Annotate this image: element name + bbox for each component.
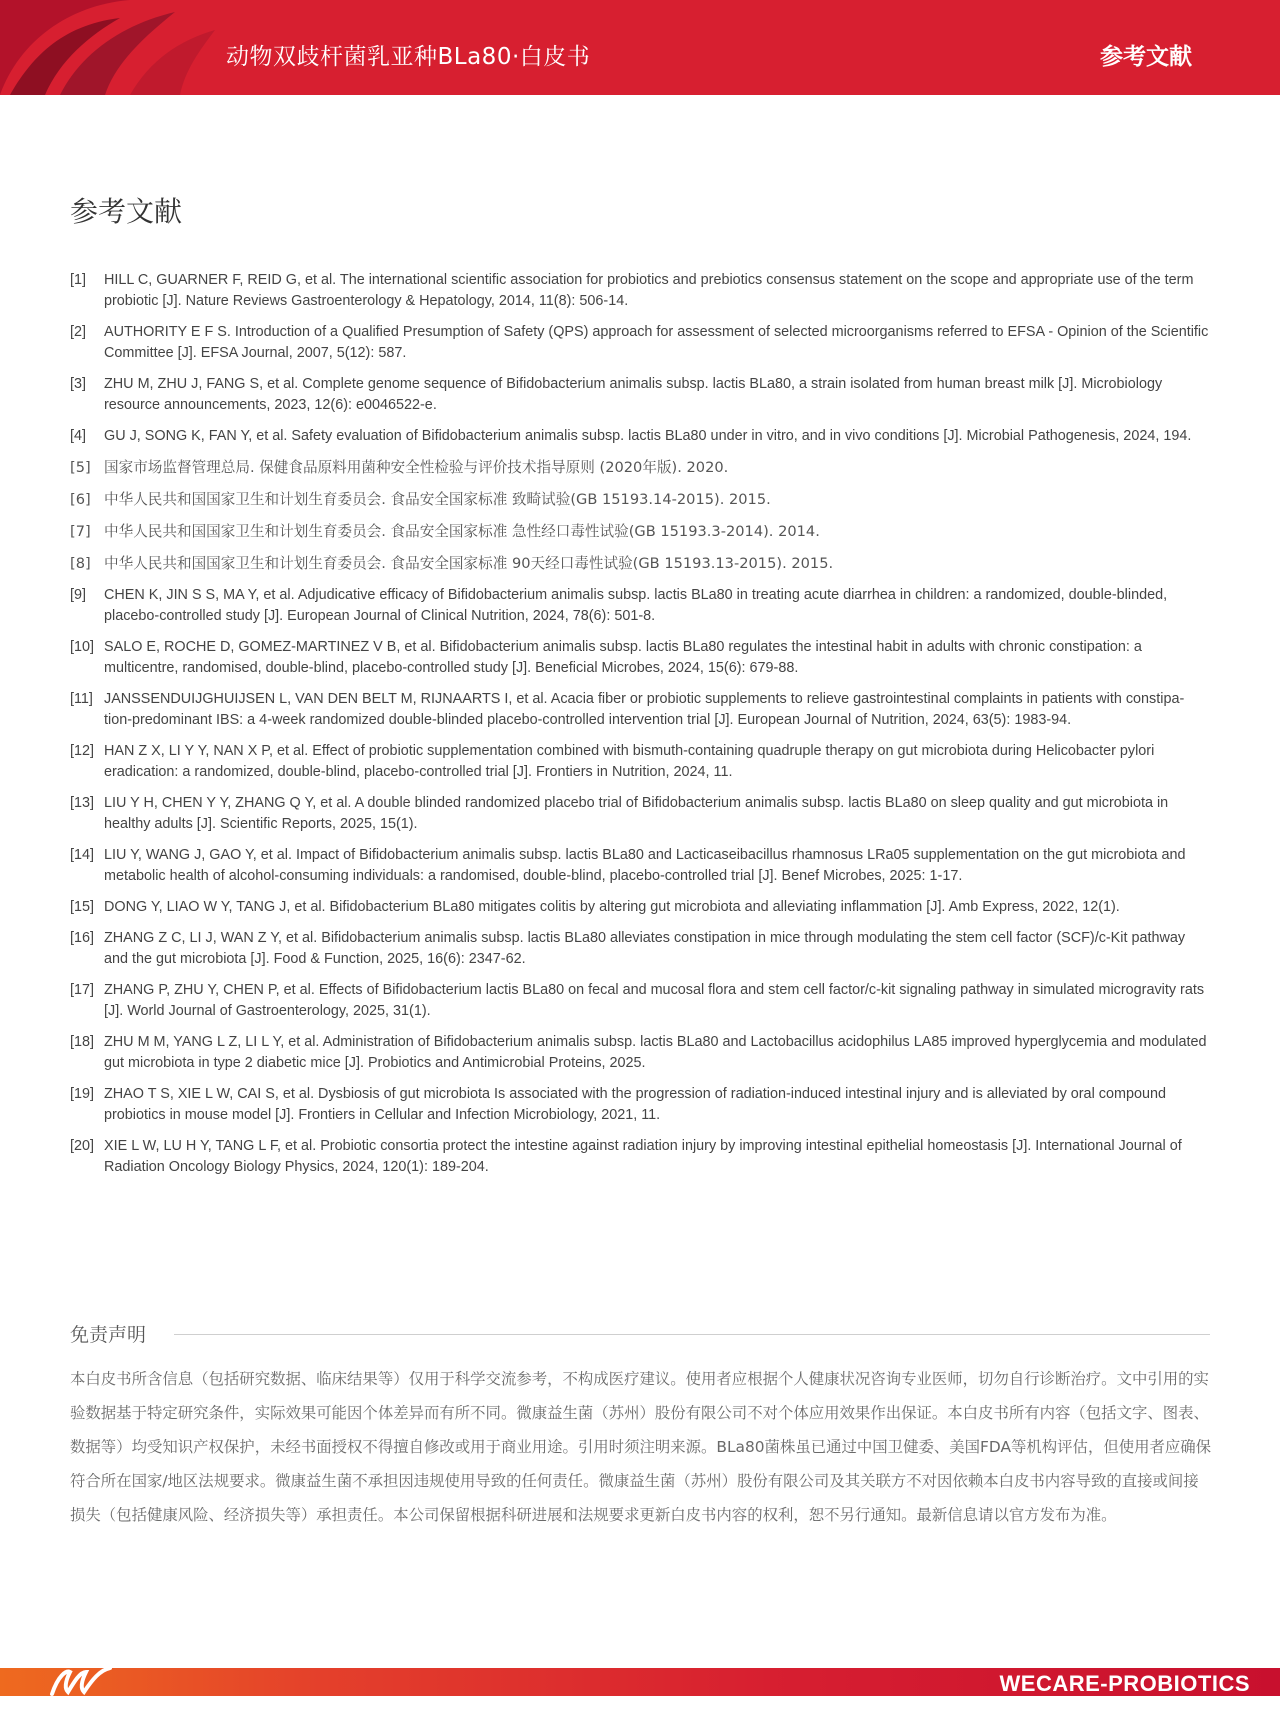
page-title: 参考文献: [70, 195, 183, 228]
reference-number: [6]: [70, 491, 91, 508]
disclaimer-body: 本白皮书所含信息（包括研究数据、临床结果等）仅用于科学交流参考，不构成医疗建议。使用者应根据个人健康状况咨询专业医师，切勿自行诊断治疗。文中引用的实验数据基于特定研究条件，实际效果可能因个体差异而有所不同。微康益生菌（苏州）股份有限公司不对个体应用效果作出保证。本白皮书所有内容（包括文字、图表、数据等）均受知识产权保护，未经书面授权不得擅自修改或用于商业用途。引用时须注明来源。BLa80菌株虽已通过中国卫健委、美国FDA等机构评估，但使用者应确保符合所在国家/地区法规要求。微康益生菌不承担因违规使用导致的任何责任。微康益生菌（苏州）股份有限公司及其关联方不对因依赖本白皮书内容导致的直接或间接损失（包括健康风险、经济损失等）承担责任。本公司保留根据科研进展和法规要求更新白皮书内容的权利，恕不另行通知。最新信息请以官方发布为准。: [70, 1370, 1212, 1524]
swirl-decoration-icon: [0, 0, 230, 95]
reference-item: [70, 980, 1210, 1022]
reference-number: [4]: [70, 428, 86, 444]
reference-text: SALO E, ROCHE D, GOMEZ-MARTINEZ V B, et al. Bifidobacterium animalis subsp. lactis BLa80 regulates the intestinal habit in adults with chronic constipation: a multicentre, randomised, double-blind, placebo-controlled study [J]. Beneficial Microbes, 2024, 15(6): 679-88.: [104, 639, 1142, 676]
reference-item: [70, 374, 1210, 416]
page-header: [0, 0, 1280, 95]
reference-item: [70, 1136, 1210, 1178]
reference-text: ZHU M, ZHU J, FANG S, et al. Complete genome sequence of Bifidobacterium animalis subsp. lactis BLa80, a strain isolated from human breast milk [J]. Microbiology resource announcements, 2023, 12(6): e0046522-e.: [104, 376, 1163, 413]
reference-item: [70, 457, 1210, 478]
reference-item: [70, 793, 1210, 835]
reference-number: [7]: [70, 523, 91, 540]
reference-item: [70, 553, 1210, 574]
reference-item: [70, 1032, 1210, 1074]
reference-item: [70, 489, 1210, 510]
reference-text: XIE L W, LU H Y, TANG L F, et al. Probiotic consortia protect the intestine against radiation injury by improving intestinal epithelial homeostasis [J]. International Journal of Radiation Oncology Biology Physics, 2024, 120(1): 189-204.: [104, 1138, 1182, 1175]
wecare-logo-icon: [48, 1664, 114, 1700]
reference-item: [70, 322, 1210, 364]
reference-text: ZHU M M, YANG L Z, LI L Y, et al. Administration of Bifidobacterium animalis subsp. lactis BLa80 and Lactobacillus acidophilus LA85 improved hyperglycemia and modulated gut microbiota in type 2 diabetic mice [J]. Probiotics and Antimicrobial Proteins, 2025.: [104, 1034, 1207, 1071]
reference-item: [70, 585, 1210, 627]
reference-number: [19]: [70, 1086, 95, 1102]
reference-item: [70, 897, 1210, 918]
reference-list: [70, 270, 1210, 1188]
reference-item: [70, 845, 1210, 887]
reference-item: [70, 1084, 1210, 1126]
reference-number: [5]: [70, 459, 91, 476]
reference-number: [9]: [70, 587, 86, 603]
reference-text: LIU Y, WANG J, GAO Y, et al. Impact of Bifidobacterium animalis subsp. lactis BLa80 and Lacticaseibacillus rhamnosus LRa05 supplementation on the gut microbiota and metabolic health of alcohol-consuming individuals: a randomised, double-blind, placebo-controlled trial [J]. Benef Microbes, 2025: 1-17.: [104, 847, 1186, 884]
reference-item: [70, 637, 1210, 679]
reference-text: DONG Y, LIAO W Y, TANG J, et al. Bifidobacterium BLa80 mitigates colitis by altering gut microbiota and alleviating inflammation [J]. Amb Express, 2022, 12(1).: [104, 899, 1120, 915]
reference-item: [70, 426, 1210, 447]
reference-text: ZHAO T S, XIE L W, CAI S, et al. Dysbiosis of gut microbiota Is associated with the progression of radiation-induced intestinal injury and is alleviated by oral compound probiotics in mouse model [J]. Frontiers in Cellular and Infection Microbiology, 2021, 11.: [104, 1086, 1166, 1123]
reference-text: LIU Y H, CHEN Y Y, ZHANG Q Y, et al. A double blinded randomized placebo trial of Bifidobacterium animalis subsp. lactis BLa80 on sleep quality and gut microbiota in healthy adults [J]. Scientific Reports, 2025, 15(1).: [104, 795, 1169, 832]
disclaimer-header: [70, 1318, 1210, 1348]
reference-text: 国家市场监督管理总局. 保健食品原料用菌种安全性检验与评价技术指导原则 (2020年版). 2020.: [104, 459, 729, 476]
reference-number: [16]: [70, 930, 95, 946]
reference-item: [70, 741, 1210, 783]
reference-text: CHEN K, JIN S S, MA Y, et al. Adjudicative efficacy of Bifidobacterium animalis subsp. lactis BLa80 in treating acute diarrhea in children: a randomized, double-blinded, placebo-controlled study [J]. European Journal of Clinical Nutrition, 2024, 78(6): 501-8.: [104, 587, 1168, 624]
reference-text: GU J, SONG K, FAN Y, et al. Safety evaluation of Bifidobacterium animalis subsp. lactis BLa80 under in vitro, and in vivo conditions [J]. Microbial Pathogenesis, 2024, 194.: [104, 428, 1192, 444]
reference-item: [70, 270, 1210, 312]
reference-number: [20]: [70, 1138, 95, 1154]
header-title: 动物双歧杆菌乳亚种BLa80·白皮书: [226, 44, 591, 70]
reference-text: JANSSENDUIJGHUIJSEN L, VAN DEN BELT M, RIJNAARTS I, et al. Acacia fiber or probiotic supplements to relieve gastrointestinal complaints in patients with constipa-tion-predominant IBS: a 4-week randomized double-blinded placebo-controlled intervention trial [J]. European Journal of Nutrition, 2024, 63(5): 1983-94.: [104, 691, 1185, 728]
reference-number: [13]: [70, 795, 95, 811]
reference-text: ZHANG Z C, LI J, WAN Z Y, et al. Bifidobacterium animalis subsp. lactis BLa80 alleviates constipation in mice through modulating the stem cell factor (SCF)/c-Kit pathway and the gut microbiota [J]. Food & Function, 2025, 16(6): 2347-62.: [104, 930, 1186, 967]
divider: [174, 1334, 1210, 1335]
reference-number: [8]: [70, 555, 91, 572]
reference-text: HAN Z X, LI Y Y, NAN X P, et al. Effect of probiotic supplementation combined with bismuth-containing quadruple therapy on gut microbiota during Helicobacter pylori eradication: a randomized, double-blind, placebo-controlled trial [J]. Frontiers in Nutrition, 2024, 11.: [104, 743, 1155, 780]
reference-text: AUTHORITY E F S. Introduction of a Qualified Presumption of Safety (QPS) approach for assessment of selected microorganisms referred to EFSA - Opinion of the Scientific Committee [J]. EFSA Journal, 2007, 5(12): 587.: [104, 324, 1209, 361]
reference-text: 中华人民共和国国家卫生和计划生育委员会. 食品安全国家标准 致畸试验(GB 15193.14-2015). 2015.: [104, 491, 771, 508]
reference-number: [10]: [70, 639, 95, 655]
reference-number: [2]: [70, 324, 86, 340]
reference-text: 中华人民共和国国家卫生和计划生育委员会. 食品安全国家标准 急性经口毒性试验(GB 15193.3-2014). 2014.: [104, 523, 820, 540]
reference-text: 中华人民共和国国家卫生和计划生育委员会. 食品安全国家标准 90天经口毒性试验(GB 15193.13-2015). 2015.: [104, 555, 834, 572]
reference-text: HILL C, GUARNER F, REID G, et al. The international scientific association for probiotics and prebiotics consensus statement on the scope and appropriate use of the term probiotic [J]. Nature Reviews Gastroenterology & Hepatology, 2014, 11(8): 506-14.: [104, 272, 1194, 309]
reference-item: [70, 689, 1210, 731]
reference-number: [11]: [70, 691, 93, 707]
reference-number: [18]: [70, 1034, 95, 1050]
footer-brand: WECARE-PROBIOTICS: [999, 1671, 1250, 1696]
reference-item: [70, 521, 1210, 542]
reference-item: [70, 928, 1210, 970]
reference-number: [17]: [70, 982, 95, 998]
disclaimer-title: 免责声明: [70, 1320, 160, 1347]
reference-number: [3]: [70, 376, 86, 392]
reference-text: ZHANG P, ZHU Y, CHEN P, et al. Effects of Bifidobacterium lactis BLa80 on fecal and mucosal flora and stem cell factor/c-kit signaling pathway in simulated microgravity rats [J]. World Journal of Gastroenterology, 2025, 31(1).: [104, 982, 1205, 1019]
reference-number: [1]: [70, 272, 86, 288]
reference-number: [14]: [70, 847, 95, 863]
reference-number: [12]: [70, 743, 95, 759]
header-section-label: 参考文献: [1100, 44, 1192, 70]
reference-number: [15]: [70, 899, 95, 915]
